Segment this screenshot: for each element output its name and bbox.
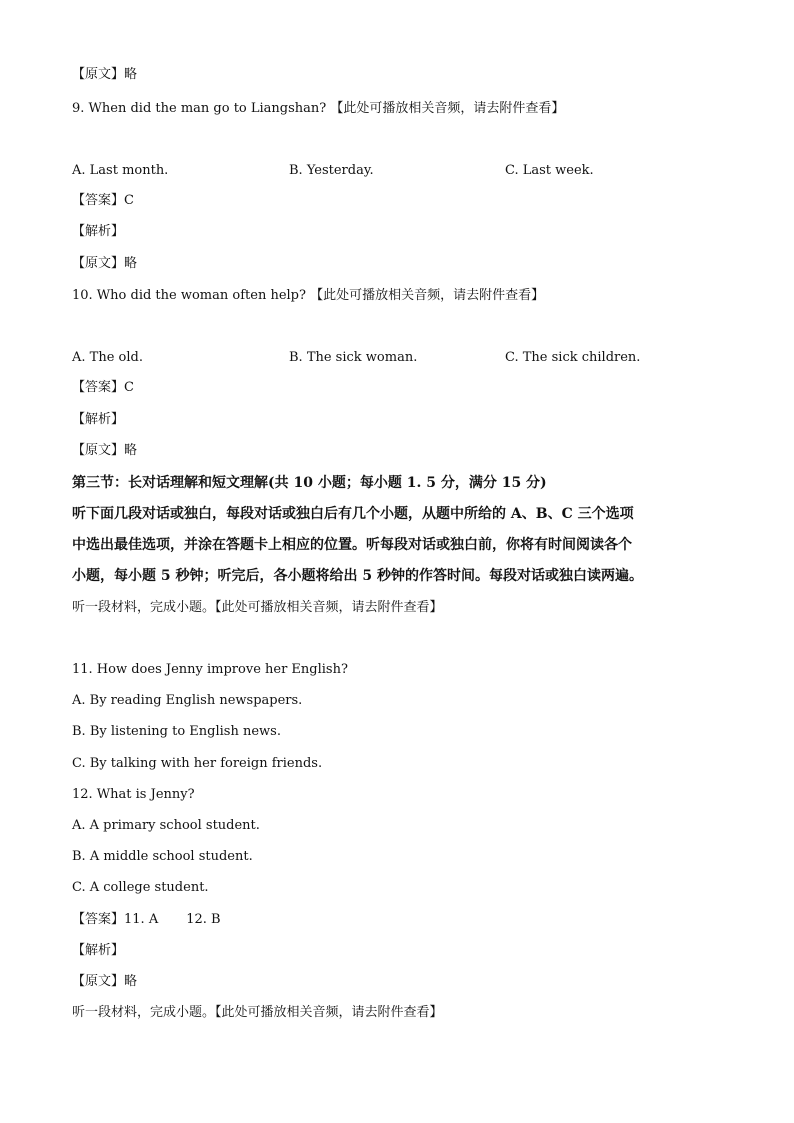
group-jiexi: 【解析】 — [72, 943, 125, 958]
q10-option-b: B. The sick woman. — [289, 350, 418, 365]
q11-option-b: B. By listening to English news. — [72, 724, 281, 739]
question-9: 9. When did the man go to Liangshan? 【此处可播放相关音频，请去附件查看】 — [72, 101, 565, 116]
q11-option-a: A. By reading English newspapers. — [72, 693, 303, 708]
answer-11: 11. A — [124, 912, 159, 927]
q12-option-c: C. A college student. — [72, 880, 209, 895]
q10-jiexi: 【解析】 — [72, 412, 125, 427]
q9-option-c: C. Last week. — [505, 163, 594, 178]
listen-material-2: 听一段材料，完成小题。【此处可播放相关音频，请去附件查看】 — [72, 1005, 443, 1020]
q12-option-a: A. A primary school student. — [72, 818, 260, 833]
answer-12: 12. B — [186, 912, 221, 927]
q9-yuanwen: 【原文】略 — [72, 256, 138, 271]
q9-jiexi: 【解析】 — [72, 224, 125, 239]
listen-material-1: 听一段材料，完成小题。【此处可播放相关音频，请去附件查看】 — [72, 600, 443, 615]
q12-option-b: B. A middle school student. — [72, 849, 253, 864]
question-12: 12. What is Jenny? — [72, 787, 195, 802]
section3-instructions-2: 中选出最佳选项，并涂在答题卡上相应的位置。听每段对话或独白前，你将有时间阅读各个 — [72, 537, 632, 553]
q9-answer: 【答案】C — [72, 193, 134, 208]
yuanwen-prev: 【原文】略 — [72, 67, 138, 82]
answer-label: 【答案】 — [72, 912, 125, 927]
q9-option-b: B. Yesterday. — [289, 163, 374, 178]
q10-option-a: A. The old. — [72, 350, 143, 365]
section3-instructions-1: 听下面几段对话或独白，每段对话或独白后有几个小题，从题中所给的 A、B、C 三个选项 — [72, 506, 634, 522]
question-11: 11. How does Jenny improve her English? — [72, 662, 348, 677]
q11-option-c: C. By talking with her foreign friends. — [72, 756, 323, 771]
group-answer — [72, 911, 221, 929]
q10-yuanwen: 【原文】略 — [72, 443, 138, 458]
q10-answer: 【答案】C — [72, 380, 134, 395]
section3-heading: 第三节：长对话理解和短文理解(共 10 小题；每小题 1. 5 分，满分 15 分) — [72, 475, 547, 491]
question-10: 10. Who did the woman often help? 【此处可播放相关音频，请去附件查看】 — [72, 288, 545, 303]
group-yuanwen: 【原文】略 — [72, 974, 138, 989]
q9-option-a: A. Last month. — [72, 163, 169, 178]
q10-option-c: C. The sick children. — [505, 350, 641, 365]
section3-instructions-3: 小题，每小题 5 秒钟；听完后，各小题将给出 5 秒钟的作答时间。每段对话或独白读两遍。 — [72, 568, 643, 584]
